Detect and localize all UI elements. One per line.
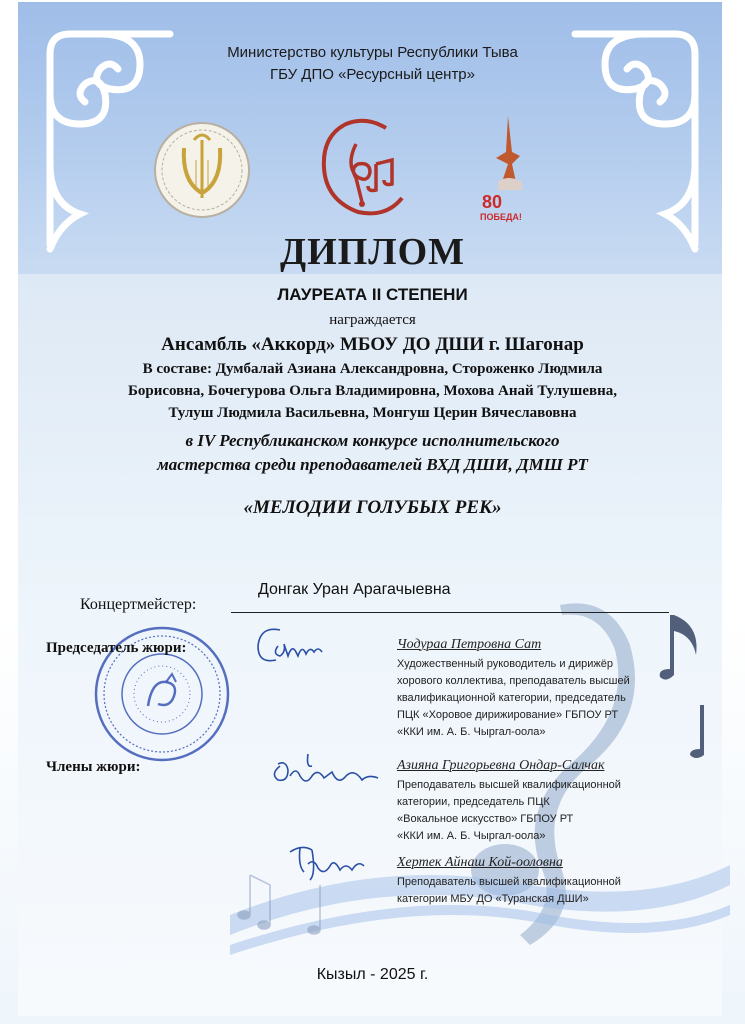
accompanist-name: Донгак Уран Арагачыевна <box>258 581 451 598</box>
jury-member-2-name: Хертек Айнаш Кой-ооловна <box>397 855 563 870</box>
organization-line: ГБУ ДПО «Ресурсный центр» <box>269 66 475 83</box>
jury-chair-name: Чодураа Петровна Сат <box>397 637 542 652</box>
accompanist-label: Концертмейстер: <box>80 596 197 613</box>
victory-text: ПОБЕДА! <box>480 212 522 222</box>
contest-line-1: в IV Республиканском конкурсе исполнительского <box>185 431 560 450</box>
jury-chair-description: Художественный руководитель и дирижёр хорового коллектива, преподаватель высшей квалификационной категории, председатель ПЦК «Хоровое дирижирование» ГБПОУ РТ «ККИ им. А. Б. Чыргал-оола» <box>397 658 630 738</box>
members-line-1: В составе: Думбалай Азиана Александровна, Стороженко Людмила <box>142 361 603 377</box>
jury-member-1-name: Азияна Григорьевна Ондар-Салчак <box>397 758 605 773</box>
accompanist-underline <box>231 612 669 613</box>
victory-80-text: 80 <box>482 192 503 212</box>
lyre-logo-icon <box>152 120 252 220</box>
jury-chair-label: Председатель жюри: <box>46 640 187 656</box>
jury-member-2-description: Преподаватель высшей квалификационной категории МБУ ДО «Туранская ДШИ» <box>397 876 621 905</box>
diploma-title: ДИПЛОМ <box>280 231 465 273</box>
contest-line-2: мастерства среди преподавателей ВХД ДШИ, ДМШ РТ <box>157 455 588 474</box>
chair-signature-icon <box>250 616 330 674</box>
member1-signature-icon <box>268 746 384 792</box>
members-line-2: Борисовна, Бочегурова Ольга Владимировна, Мохова Анай Тулушевна, <box>128 383 617 399</box>
ministry-line: Министерство культуры Республики Тыва <box>227 44 518 61</box>
awarded-text: награждается <box>329 312 416 328</box>
treble-clef-logo-icon <box>316 114 410 218</box>
ensemble-name: Ансамбль «Аккорд» МБОУ ДО ДШИ г. Шагонар <box>161 334 584 355</box>
degree-title: ЛАУРЕАТА II СТЕПЕНИ <box>277 285 468 304</box>
victory-80-logo-icon <box>478 112 540 224</box>
member2-signature-icon <box>282 840 372 884</box>
members-line-3: Тулуш Людмила Васильевна, Монгуш Церин Вячеславовна <box>168 405 577 421</box>
contest-name: «МЕЛОДИИ ГОЛУБЫХ РЕК» <box>243 497 502 518</box>
jury-member-1-description: Преподаватель высшей квалификационной категории, председатель ПЦК «Вокальное искусство» ГБПОУ РТ «ККИ им. А. Б. Чыргал-оола» <box>397 779 621 842</box>
jury-members-label: Члены жюри: <box>46 759 141 775</box>
footer-city-year: Кызыл - 2025 г. <box>316 966 429 983</box>
